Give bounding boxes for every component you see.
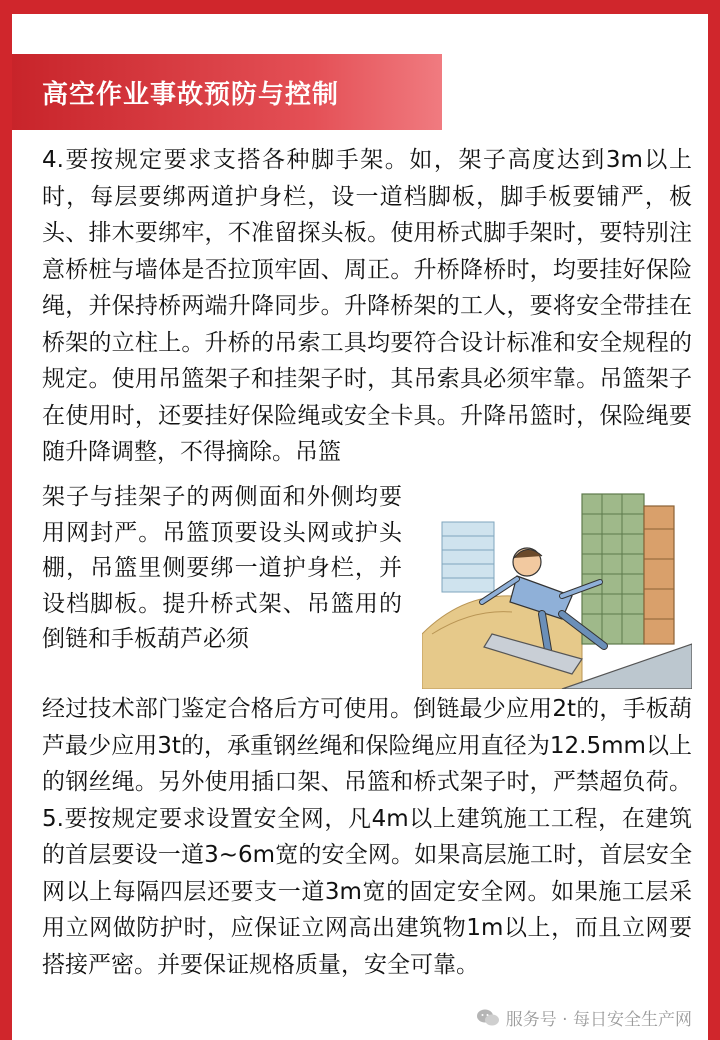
content-card (12, 14, 708, 1040)
falling-worker-illustration (422, 484, 692, 689)
paragraph-beside-image: 架子与挂架子的两侧面和外侧均要用网封严。吊篮顶要设头网或护头棚，吊篮里侧要绑一道护身栏，并设档脚板。提升桥式架、吊篮用的倒链和手板葫芦必须 (42, 484, 402, 652)
page-title: 高空作业事故预防与控制 (42, 80, 340, 110)
scaffolding-building (582, 494, 674, 644)
watermark-text: 服务号 · 每日安全生产网 (505, 1010, 692, 1030)
wechat-icon (476, 1008, 500, 1028)
watermark (472, 1003, 696, 1032)
paragraph-top: 4.要按规定要求支搭各种脚手架。如，架子高度达到3m以上时，每层要绑两道护身栏，设一道档脚板，脚手板要铺严，板头、排木要绑牢，不准留探头板。使用桥式脚手架时，要特别注意桥桩与墙体是否拉顶牢固、周正。升桥降桥时，均要挂好保险绳，并保持桥两端升降同步。升降桥架的工人，要将安全带挂在桥架的立柱上。升桥的吊索工具均要符合设计标准和安全规程的规定。使用吊篮架子和挂架子时，其吊索具必须牢靠。吊篮架子在使用时，还要挂好保险绳或安全卡具。升降吊篮时，保险绳要随升降调整，不得摘除。吊篮 (42, 147, 692, 465)
paragraph-bottom: 经过技术部门鉴定合格后方可使用。倒链最少应用2t的，手板葫芦最少应用3t的，承重钢丝绳和保险绳应用直径为12.5mm以上的钢丝绳。另外使用插口架、吊篮和桥式架子时，严禁超负荷。5.要按规定要求设置安全网，凡4m以上建筑施工工程，在建筑的首层要设一道3~6m宽的安全网。如果高层施工时，首层安全网以上每隔四层还要支一道3m宽的固定安全网。如果施工层采用立网做防护时，应保证立网高出建筑物1m以上，而且立网要搭接严密。并要保证规格质量，安全可靠。 (42, 696, 692, 978)
section-header (12, 54, 442, 130)
background-building-left (442, 522, 494, 592)
